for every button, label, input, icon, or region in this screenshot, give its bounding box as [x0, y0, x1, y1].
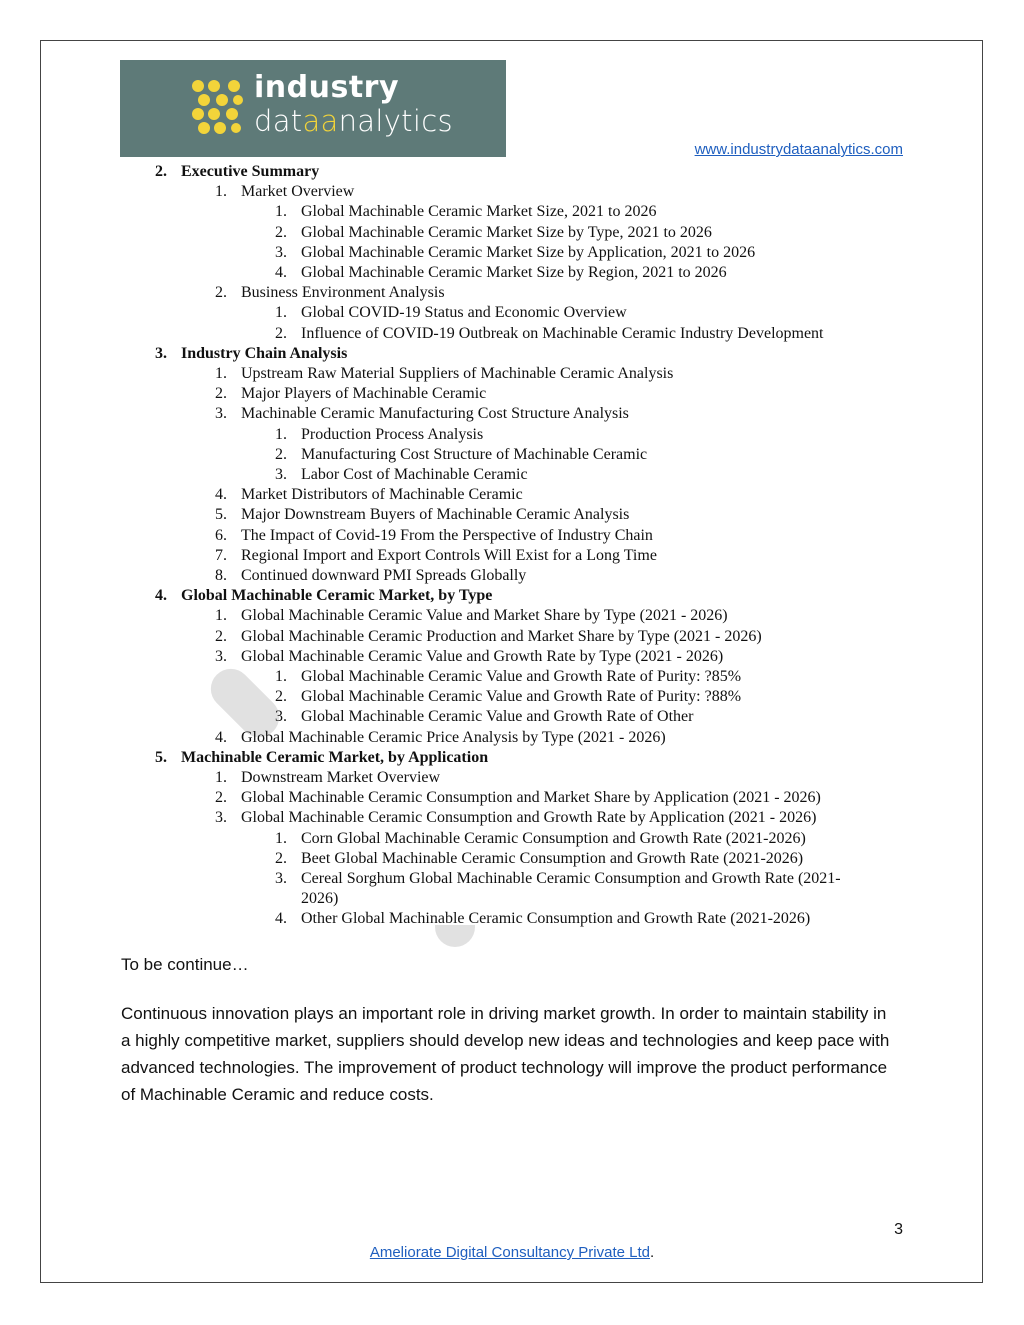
toc-entry-text: Continued downward PMI Spreads Globally: [241, 567, 527, 584]
body-paragraph: Continuous innovation plays an important role in driving market growth. In order to maintain stability in a highly competitive market, suppliers should develop new ideas and technologies and keep pace with advanced technologies. The improvement of product technology will improve the product performance of Machinable Ceramic and reduce costs.: [121, 1004, 890, 1104]
toc-entry-text: The Impact of Covid-19 From the Perspective of Industry Chain: [241, 526, 653, 544]
company-logo: [120, 60, 506, 157]
toc-entry-number: 2.: [215, 627, 227, 645]
toc-entry-number: 1.: [275, 425, 287, 443]
toc-entry-number: 2.: [215, 789, 227, 807]
toc-entry-text: Major Downstream Buyers of Machinable Ceramic Analysis: [241, 506, 630, 524]
toc-entry-text: Global Machinable Ceramic Price Analysis by Type (2021 - 2026): [241, 728, 666, 746]
toc-entry-text: Global Machinable Ceramic Value and Growth Rate by Type (2021 - 2026): [241, 647, 724, 665]
toc-entry-text: Labor Cost of Machinable Ceramic: [301, 466, 528, 483]
company-link[interactable]: Ameliorate Digital Consultancy Private Ltd: [369, 1244, 650, 1261]
toc-entry-text: Global Machinable Ceramic Market Size by Application, 2021 to 2026: [301, 243, 756, 261]
to-be-continued-label: To be continue…: [121, 955, 249, 974]
toc-entry-text: Influence of COVID-19 Outbreak on Machinable Ceramic Industry Development: [301, 324, 824, 342]
toc-entry-number: 4.: [275, 264, 287, 281]
toc-entry-number: 7.: [215, 546, 227, 564]
toc-entry-number: 3.: [275, 466, 287, 483]
toc-entry-text: Cereal Sorghum Global Machinable Ceramic Consumption and Growth Rate (2021-: [301, 870, 841, 887]
toc-entry-text: Market Distributors of Machinable Ceramic: [241, 486, 523, 504]
toc-entry-text: Global COVID-19 Status and Economic Overview: [301, 304, 627, 322]
toc-entry-number: 2.: [275, 849, 287, 867]
toc-entry-number: 1.: [215, 183, 227, 201]
toc-entry-text: Business Environment Analysis: [241, 284, 445, 302]
toc-entry-number: 2.: [215, 284, 227, 302]
toc-entry-number: 4.: [215, 728, 227, 746]
toc-entry-text: Manufacturing Cost Structure of Machinable Ceramic: [301, 445, 648, 463]
toc-entry-number: 3.: [215, 647, 227, 665]
toc-entry-text: Global Machinable Ceramic Value and Growth Rate of Purity: ?85%: [301, 668, 742, 685]
toc-entry-text: Global Machinable Ceramic Production and Market Share by Type (2021 - 2026): [241, 627, 762, 645]
footer-suffix: .: [649, 1244, 655, 1261]
toc-entry-text: Downstream Market Overview: [241, 769, 441, 786]
toc-entry-text: Regional Import and Export Controls Will Exist for a Long Time: [241, 546, 657, 564]
toc-entry-number: 2.: [215, 385, 227, 403]
toc-entry-text: Global Machinable Ceramic Consumption and Growth Rate by Application (2021 - 2026): [241, 809, 817, 827]
logo-word-dataanalytics: dataanalytics: [254, 104, 453, 138]
toc-entry-number: 4.: [155, 587, 167, 605]
toc-entry-text: 2026): [301, 890, 339, 908]
toc-entry-number: 1.: [275, 829, 287, 847]
website-link[interactable]: www.industrydataanalytics.com: [694, 141, 903, 158]
toc-entry-number: 3.: [275, 870, 287, 887]
toc-entry-text: Upstream Raw Material Suppliers of Machinable Ceramic Analysis: [241, 365, 674, 382]
toc-entry-text: Global Machinable Ceramic Market Size, 2021 to 2026: [301, 203, 657, 221]
toc-entry-number: 1.: [275, 668, 287, 685]
toc-entry-number: 3.: [215, 405, 227, 423]
toc-entry-text: Corn Global Machinable Ceramic Consumption and Growth Rate (2021-2026): [301, 829, 806, 847]
toc-entry-text: Global Machinable Ceramic Market Size by Region, 2021 to 2026: [301, 264, 727, 281]
toc-entry-text: Machinable Ceramic Manufacturing Cost Structure Analysis: [241, 405, 629, 423]
toc-entry-text: Global Machinable Ceramic Market, by Type: [181, 587, 493, 605]
toc-entry-number: 5.: [155, 748, 167, 766]
toc-entry-number: 2.: [155, 163, 167, 180]
page-number: 3: [894, 1221, 903, 1238]
toc-entry-text: Beet Global Machinable Ceramic Consumption and Growth Rate (2021-2026): [301, 849, 804, 867]
toc-entry-number: 2.: [275, 688, 287, 706]
toc-entry-number: 6.: [215, 526, 227, 544]
toc-entry-text: Global Machinable Ceramic Consumption and Market Share by Application (2021 - 2026): [241, 789, 821, 807]
toc-entry-text: Global Machinable Ceramic Value and Growth Rate of Other: [301, 708, 694, 726]
toc-entry-text: Global Machinable Ceramic Value and Growth Rate of Purity: ?88%: [301, 688, 742, 706]
toc-entry-text: Global Machinable Ceramic Value and Market Share by Type (2021 - 2026): [241, 607, 728, 625]
toc-entry-number: 2.: [275, 324, 287, 342]
footer: [0, 1244, 1024, 1261]
toc-entry-number: 5.: [215, 506, 227, 524]
toc-entry-number: 1.: [275, 304, 287, 322]
toc-entry-text: Industry Chain Analysis: [181, 344, 348, 362]
toc-entry-number: 4.: [215, 486, 227, 504]
toc-entry-number: 3.: [275, 243, 287, 261]
toc-entry-number: 8.: [215, 567, 227, 584]
toc-entry-text: Market Overview: [241, 183, 355, 201]
toc-entry-number: 3.: [215, 809, 227, 827]
toc-entry-number: 1.: [215, 365, 227, 382]
toc-entry-text: Major Players of Machinable Ceramic: [241, 385, 487, 403]
logo-word-industry: industry: [254, 70, 400, 105]
toc-entry-text: Executive Summary: [181, 163, 320, 180]
toc-entry-number: 3.: [275, 708, 287, 726]
toc-entry-text: Machinable Ceramic Market, by Application: [181, 748, 489, 766]
toc-entry-number: 1.: [275, 203, 287, 221]
dots-logo-icon: [190, 78, 246, 136]
toc-entry-number: 1.: [215, 769, 227, 786]
toc-entry-number: 2.: [275, 223, 287, 241]
toc-entry-text: Global Machinable Ceramic Market Size by Type, 2021 to 2026: [301, 223, 712, 241]
toc-entry-text: Production Process Analysis: [301, 425, 484, 443]
toc-entry-number: 3.: [155, 344, 167, 362]
toc-entry-number: 1.: [215, 607, 227, 625]
toc-entry-number: 2.: [275, 445, 287, 463]
toc-entry-text: Other Global Machinable Ceramic Consumption and Growth Rate (2021-2026): [301, 910, 811, 928]
toc-entry-number: 4.: [275, 910, 287, 928]
